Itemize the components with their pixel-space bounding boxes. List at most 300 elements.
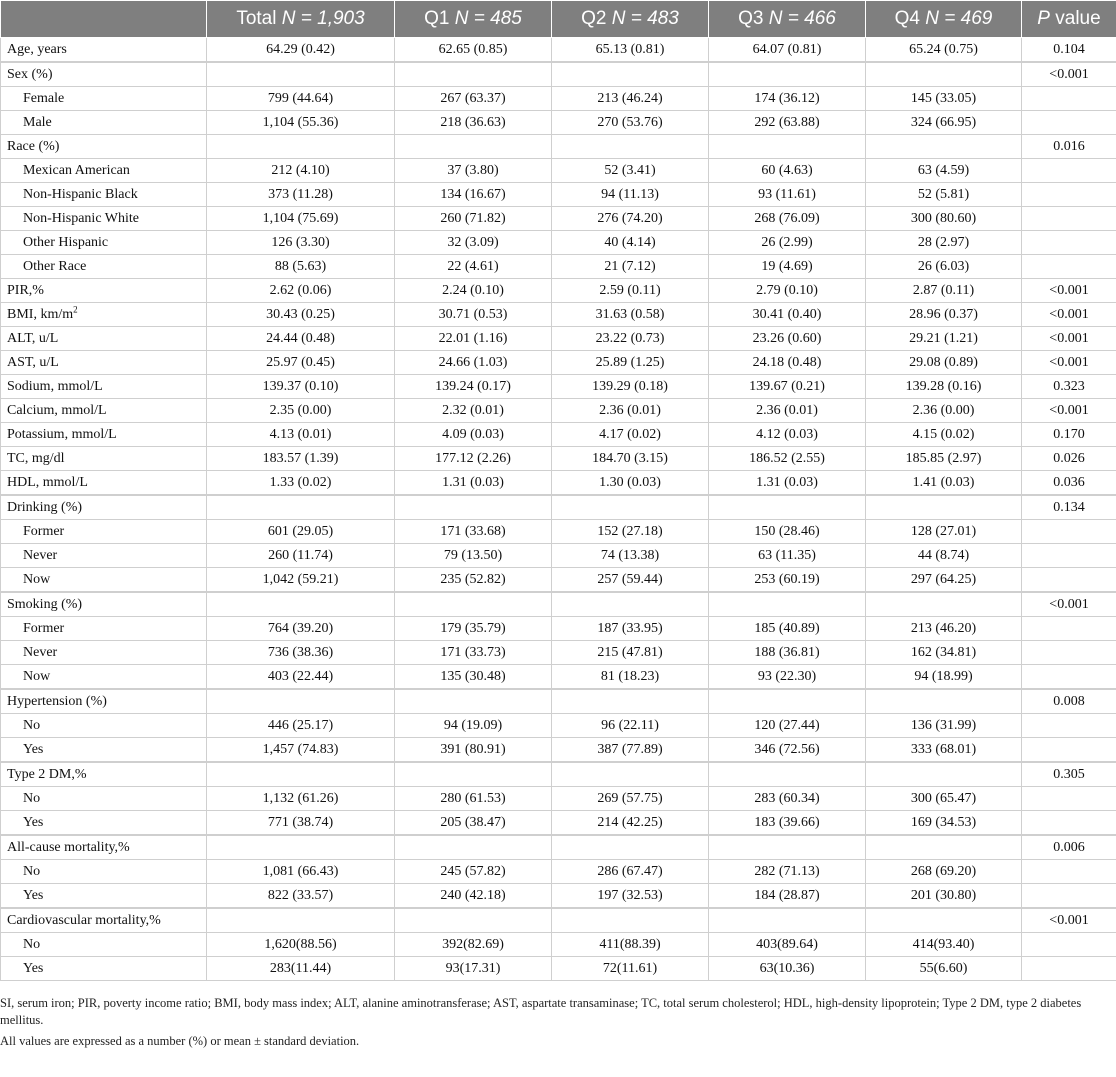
q1-value: 392(82.69) <box>395 933 552 957</box>
q1-value: 22.01 (1.16) <box>395 327 552 351</box>
row-label-cell <box>1 811 207 836</box>
q1-value: 235 (52.82) <box>395 568 552 593</box>
q3-value: 93 (11.61) <box>709 183 866 207</box>
row-label: Never <box>23 645 58 660</box>
q3-value: 184 (28.87) <box>709 884 866 909</box>
q1-value: 24.66 (1.03) <box>395 351 552 375</box>
row-label-cell <box>1 183 207 207</box>
p-value: <0.001 <box>1022 279 1116 303</box>
row-label-cell <box>1 207 207 231</box>
row-label: Never <box>23 548 58 563</box>
q4-value <box>866 689 1022 714</box>
q1-value: 62.65 (0.85) <box>395 38 552 63</box>
p-value: 0.008 <box>1022 689 1116 714</box>
table-row <box>1 399 1116 423</box>
q4-value <box>866 908 1022 933</box>
q2-value: 81 (18.23) <box>552 665 709 690</box>
q2-value: 214 (42.25) <box>552 811 709 836</box>
q2-value <box>552 835 709 860</box>
total-value: 30.43 (0.25) <box>207 303 395 327</box>
p-value: <0.001 <box>1022 62 1116 87</box>
total-value: 1.33 (0.02) <box>207 471 395 496</box>
row-label-cell <box>1 665 207 690</box>
q2-value: 21 (7.12) <box>552 255 709 279</box>
q2-value <box>552 908 709 933</box>
q2-value: 139.29 (0.18) <box>552 375 709 399</box>
total-value: 2.35 (0.00) <box>207 399 395 423</box>
table-row <box>1 884 1116 909</box>
q1-value: 171 (33.68) <box>395 520 552 544</box>
q2-value: 387 (77.89) <box>552 738 709 763</box>
q3-value: 63 (11.35) <box>709 544 866 568</box>
q3-value <box>709 62 866 87</box>
q2-value: 31.63 (0.58) <box>552 303 709 327</box>
row-label-cell <box>1 617 207 641</box>
q4-value: 300 (80.60) <box>866 207 1022 231</box>
total-value: 1,620(88.56) <box>207 933 395 957</box>
q2-value: 187 (33.95) <box>552 617 709 641</box>
q2-value: 276 (74.20) <box>552 207 709 231</box>
q4-value: 136 (31.99) <box>866 714 1022 738</box>
table-row <box>1 303 1116 327</box>
q1-value: 2.32 (0.01) <box>395 399 552 423</box>
p-value: 0.305 <box>1022 762 1116 787</box>
row-label: Potassium, mmol/L <box>7 427 117 442</box>
row-label-cell <box>1 351 207 375</box>
q1-value: 93(17.31) <box>395 957 552 981</box>
total-value: 799 (44.64) <box>207 87 395 111</box>
q1-value: 218 (36.63) <box>395 111 552 135</box>
header-p-suffix: value <box>1055 8 1101 29</box>
table-row <box>1 207 1116 231</box>
total-value: 24.44 (0.48) <box>207 327 395 351</box>
q1-value: 22 (4.61) <box>395 255 552 279</box>
q2-value: 25.89 (1.25) <box>552 351 709 375</box>
abbreviations-footnote: SI, serum iron; PIR, poverty income ratio; BMI, body mass index; ALT, alanine aminotransferase; AST, aspartate transaminase; TC, total serum cholesterol; HDL, high-density lipoprotein; Type 2 DM, type 2 diabetes mellitus. <box>0 996 1082 1027</box>
row-label-cell <box>1 111 207 135</box>
q3-value <box>709 835 866 860</box>
q1-value <box>395 592 552 617</box>
p-value <box>1022 87 1116 111</box>
q2-value <box>552 689 709 714</box>
row-label-cell <box>1 762 207 787</box>
q1-value: 260 (71.82) <box>395 207 552 231</box>
row-label: All-cause mortality,% <box>7 840 130 855</box>
q3-value: 93 (22.30) <box>709 665 866 690</box>
table-footnotes <box>0 981 1116 1050</box>
header-q1-n: N = 485 <box>454 8 522 29</box>
p-value <box>1022 183 1116 207</box>
q4-value: 94 (18.99) <box>866 665 1022 690</box>
row-label: No <box>23 937 41 952</box>
row-label: Smoking (%) <box>7 597 83 612</box>
q4-value: 52 (5.81) <box>866 183 1022 207</box>
q2-value: 65.13 (0.81) <box>552 38 709 63</box>
q4-value: 55(6.60) <box>866 957 1022 981</box>
total-value: 822 (33.57) <box>207 884 395 909</box>
total-value <box>207 62 395 87</box>
total-value: 1,132 (61.26) <box>207 787 395 811</box>
q4-value: 26 (6.03) <box>866 255 1022 279</box>
q3-value: 63(10.36) <box>709 957 866 981</box>
row-label-cell <box>1 87 207 111</box>
row-label-cell <box>1 787 207 811</box>
row-label: Race (%) <box>7 139 60 154</box>
q3-value: 283 (60.34) <box>709 787 866 811</box>
q4-value: 63 (4.59) <box>866 159 1022 183</box>
q4-value: 29.21 (1.21) <box>866 327 1022 351</box>
row-label: No <box>23 864 41 879</box>
total-value <box>207 689 395 714</box>
table-row <box>1 908 1116 933</box>
q2-value <box>552 135 709 159</box>
q3-value: 64.07 (0.81) <box>709 38 866 63</box>
row-label-cell <box>1 933 207 957</box>
p-value: 0.104 <box>1022 38 1116 63</box>
row-label-cell <box>1 495 207 520</box>
q1-value: 280 (61.53) <box>395 787 552 811</box>
table-row <box>1 375 1116 399</box>
q4-value <box>866 135 1022 159</box>
q2-value <box>552 495 709 520</box>
row-label: Former <box>23 524 65 539</box>
q4-value: 44 (8.74) <box>866 544 1022 568</box>
row-label: BMI, km/m <box>7 307 74 322</box>
p-value <box>1022 111 1116 135</box>
p-value <box>1022 811 1116 836</box>
q1-value: 391 (80.91) <box>395 738 552 763</box>
q3-value: 346 (72.56) <box>709 738 866 763</box>
q2-value: 1.30 (0.03) <box>552 471 709 496</box>
p-value <box>1022 255 1116 279</box>
q2-value: 197 (32.53) <box>552 884 709 909</box>
row-label-cell <box>1 303 207 327</box>
total-value: 4.13 (0.01) <box>207 423 395 447</box>
q3-value: 253 (60.19) <box>709 568 866 593</box>
total-value: 212 (4.10) <box>207 159 395 183</box>
q3-value <box>709 762 866 787</box>
p-value: 0.323 <box>1022 375 1116 399</box>
q3-value: 26 (2.99) <box>709 231 866 255</box>
table-row <box>1 231 1116 255</box>
row-label-cell <box>1 62 207 87</box>
p-value <box>1022 665 1116 690</box>
row-label: Now <box>23 669 51 684</box>
q4-value <box>866 835 1022 860</box>
p-value <box>1022 641 1116 665</box>
q4-value: 324 (66.95) <box>866 111 1022 135</box>
table-row <box>1 111 1116 135</box>
q1-value: 171 (33.73) <box>395 641 552 665</box>
table-row <box>1 495 1116 520</box>
table-row <box>1 592 1116 617</box>
header-label-cell <box>1 1 207 38</box>
p-value: 0.036 <box>1022 471 1116 496</box>
total-value: 183.57 (1.39) <box>207 447 395 471</box>
row-label: No <box>23 791 41 806</box>
total-value: 1,042 (59.21) <box>207 568 395 593</box>
q2-value: 74 (13.38) <box>552 544 709 568</box>
q3-value: 282 (71.13) <box>709 860 866 884</box>
row-label-cell <box>1 159 207 183</box>
table-row <box>1 38 1116 63</box>
p-value <box>1022 884 1116 909</box>
q4-value: 1.41 (0.03) <box>866 471 1022 496</box>
q4-value: 213 (46.20) <box>866 617 1022 641</box>
row-label: Sex (%) <box>7 67 53 82</box>
row-label-cell <box>1 38 207 63</box>
p-value: <0.001 <box>1022 303 1116 327</box>
total-value <box>207 908 395 933</box>
q2-value: 215 (47.81) <box>552 641 709 665</box>
row-label-cell <box>1 592 207 617</box>
q2-value <box>552 62 709 87</box>
row-label: Yes <box>23 888 44 903</box>
p-value <box>1022 207 1116 231</box>
total-value <box>207 135 395 159</box>
total-value: 260 (11.74) <box>207 544 395 568</box>
q2-value: 52 (3.41) <box>552 159 709 183</box>
total-value: 25.97 (0.45) <box>207 351 395 375</box>
p-value <box>1022 860 1116 884</box>
header-q4-n: N = 469 <box>925 8 993 29</box>
q2-value: 269 (57.75) <box>552 787 709 811</box>
p-value <box>1022 933 1116 957</box>
q3-value: 19 (4.69) <box>709 255 866 279</box>
q4-value: 145 (33.05) <box>866 87 1022 111</box>
q3-value <box>709 908 866 933</box>
q4-value: 333 (68.01) <box>866 738 1022 763</box>
q3-value: 150 (28.46) <box>709 520 866 544</box>
row-label-cell <box>1 835 207 860</box>
q4-value: 268 (69.20) <box>866 860 1022 884</box>
table-body <box>1 38 1116 981</box>
total-value: 1,104 (55.36) <box>207 111 395 135</box>
q2-value: 286 (67.47) <box>552 860 709 884</box>
table-row <box>1 787 1116 811</box>
q2-value: 152 (27.18) <box>552 520 709 544</box>
q4-value: 65.24 (0.75) <box>866 38 1022 63</box>
q4-value: 201 (30.80) <box>866 884 1022 909</box>
row-label: Non-Hispanic Black <box>23 187 138 202</box>
table-row <box>1 183 1116 207</box>
row-label-superscript: 2 <box>73 304 78 315</box>
row-label: Female <box>23 91 65 106</box>
p-value: <0.001 <box>1022 351 1116 375</box>
q1-value: 205 (38.47) <box>395 811 552 836</box>
total-value: 139.37 (0.10) <box>207 375 395 399</box>
q4-value <box>866 62 1022 87</box>
q2-value: 23.22 (0.73) <box>552 327 709 351</box>
total-value: 88 (5.63) <box>207 255 395 279</box>
p-value <box>1022 617 1116 641</box>
q3-value: 268 (76.09) <box>709 207 866 231</box>
q3-value: 4.12 (0.03) <box>709 423 866 447</box>
table-row <box>1 351 1116 375</box>
p-value <box>1022 714 1116 738</box>
table-row <box>1 641 1116 665</box>
total-value: 64.29 (0.42) <box>207 38 395 63</box>
table-row <box>1 957 1116 981</box>
q2-value: 2.59 (0.11) <box>552 279 709 303</box>
row-label-cell <box>1 231 207 255</box>
p-value <box>1022 231 1116 255</box>
q1-value <box>395 135 552 159</box>
row-label-cell <box>1 908 207 933</box>
q1-value: 135 (30.48) <box>395 665 552 690</box>
q3-value: 2.36 (0.01) <box>709 399 866 423</box>
row-label-cell <box>1 447 207 471</box>
row-label-cell <box>1 399 207 423</box>
table-row <box>1 665 1116 690</box>
table-row <box>1 87 1116 111</box>
q1-value: 94 (19.09) <box>395 714 552 738</box>
p-value <box>1022 738 1116 763</box>
row-label: Type 2 DM,% <box>7 767 87 782</box>
q3-value: 183 (39.66) <box>709 811 866 836</box>
q3-value <box>709 592 866 617</box>
q3-value: 188 (36.81) <box>709 641 866 665</box>
row-label: Yes <box>23 961 44 976</box>
row-label-cell <box>1 641 207 665</box>
header-p-label: P <box>1037 8 1050 29</box>
row-label-cell <box>1 544 207 568</box>
total-value: 601 (29.05) <box>207 520 395 544</box>
table-row <box>1 860 1116 884</box>
q4-value: 28 (2.97) <box>866 231 1022 255</box>
row-label: Mexican American <box>23 163 130 178</box>
table-row <box>1 738 1116 763</box>
header-total <box>207 1 395 38</box>
q1-value: 32 (3.09) <box>395 231 552 255</box>
row-label: Now <box>23 572 51 587</box>
q4-value: 414(93.40) <box>866 933 1022 957</box>
q3-value <box>709 495 866 520</box>
header-q2-label: Q2 <box>581 8 607 29</box>
q1-value: 4.09 (0.03) <box>395 423 552 447</box>
q1-value: 134 (16.67) <box>395 183 552 207</box>
row-label: PIR,% <box>7 283 44 298</box>
table-row <box>1 135 1116 159</box>
q4-value: 139.28 (0.16) <box>866 375 1022 399</box>
q2-value: 94 (11.13) <box>552 183 709 207</box>
total-value: 764 (39.20) <box>207 617 395 641</box>
q4-value <box>866 762 1022 787</box>
row-label: Sodium, mmol/L <box>7 379 103 394</box>
q4-value: 169 (34.53) <box>866 811 1022 836</box>
p-value: <0.001 <box>1022 908 1116 933</box>
p-value: <0.001 <box>1022 592 1116 617</box>
q3-value <box>709 135 866 159</box>
total-value: 283(11.44) <box>207 957 395 981</box>
row-label-cell <box>1 714 207 738</box>
header-q3 <box>709 1 866 38</box>
row-label: Yes <box>23 742 44 757</box>
row-label-cell <box>1 957 207 981</box>
table-row <box>1 835 1116 860</box>
total-value <box>207 495 395 520</box>
table-row <box>1 423 1116 447</box>
q4-value: 162 (34.81) <box>866 641 1022 665</box>
q3-value: 292 (63.88) <box>709 111 866 135</box>
q1-value <box>395 495 552 520</box>
p-value <box>1022 787 1116 811</box>
q2-value: 40 (4.14) <box>552 231 709 255</box>
q4-value <box>866 592 1022 617</box>
header-q3-n: N = 466 <box>768 8 836 29</box>
q1-value: 177.12 (2.26) <box>395 447 552 471</box>
row-label-cell <box>1 135 207 159</box>
table-row <box>1 568 1116 593</box>
q3-value: 2.79 (0.10) <box>709 279 866 303</box>
row-label: ALT, u/L <box>7 331 59 346</box>
q2-value <box>552 762 709 787</box>
total-value: 403 (22.44) <box>207 665 395 690</box>
row-label: Cardiovascular mortality,% <box>7 913 161 928</box>
table-row <box>1 617 1116 641</box>
p-value: 0.006 <box>1022 835 1116 860</box>
p-value: 0.016 <box>1022 135 1116 159</box>
row-label: Calcium, mmol/L <box>7 403 107 418</box>
table-row <box>1 327 1116 351</box>
row-label: Hypertension (%) <box>7 694 107 709</box>
row-label-cell <box>1 860 207 884</box>
q4-value: 28.96 (0.37) <box>866 303 1022 327</box>
row-label-cell <box>1 255 207 279</box>
total-value: 126 (3.30) <box>207 231 395 255</box>
table-row <box>1 544 1116 568</box>
header-q1 <box>395 1 552 38</box>
row-label: Drinking (%) <box>7 500 83 515</box>
header-total-n: N = 1,903 <box>281 8 365 29</box>
row-label: No <box>23 718 41 733</box>
row-label-cell <box>1 375 207 399</box>
p-value <box>1022 544 1116 568</box>
total-value: 736 (38.36) <box>207 641 395 665</box>
row-label: Non-Hispanic White <box>23 211 139 226</box>
row-label-cell <box>1 689 207 714</box>
p-value: <0.001 <box>1022 327 1116 351</box>
q3-value: 139.67 (0.21) <box>709 375 866 399</box>
q2-value: 270 (53.76) <box>552 111 709 135</box>
q1-value: 179 (35.79) <box>395 617 552 641</box>
row-label: Yes <box>23 815 44 830</box>
q2-value: 4.17 (0.02) <box>552 423 709 447</box>
total-value <box>207 762 395 787</box>
q3-value: 24.18 (0.48) <box>709 351 866 375</box>
header-total-label: Total <box>236 8 277 29</box>
header-q3-label: Q3 <box>738 8 764 29</box>
q1-value: 79 (13.50) <box>395 544 552 568</box>
q3-value: 403(89.64) <box>709 933 866 957</box>
row-label-cell <box>1 884 207 909</box>
row-label-cell <box>1 471 207 496</box>
q4-value: 128 (27.01) <box>866 520 1022 544</box>
row-label-cell <box>1 520 207 544</box>
total-value: 2.62 (0.06) <box>207 279 395 303</box>
total-value: 771 (38.74) <box>207 811 395 836</box>
header-p-value <box>1022 1 1116 38</box>
values-note: All values are expressed as a number (%) or mean ± standard deviation. <box>0 1034 360 1048</box>
q1-value <box>395 689 552 714</box>
q2-value <box>552 592 709 617</box>
table-row <box>1 62 1116 87</box>
row-label-cell <box>1 568 207 593</box>
row-label-cell <box>1 327 207 351</box>
q4-value: 2.36 (0.00) <box>866 399 1022 423</box>
q3-value: 30.41 (0.40) <box>709 303 866 327</box>
q1-value <box>395 835 552 860</box>
